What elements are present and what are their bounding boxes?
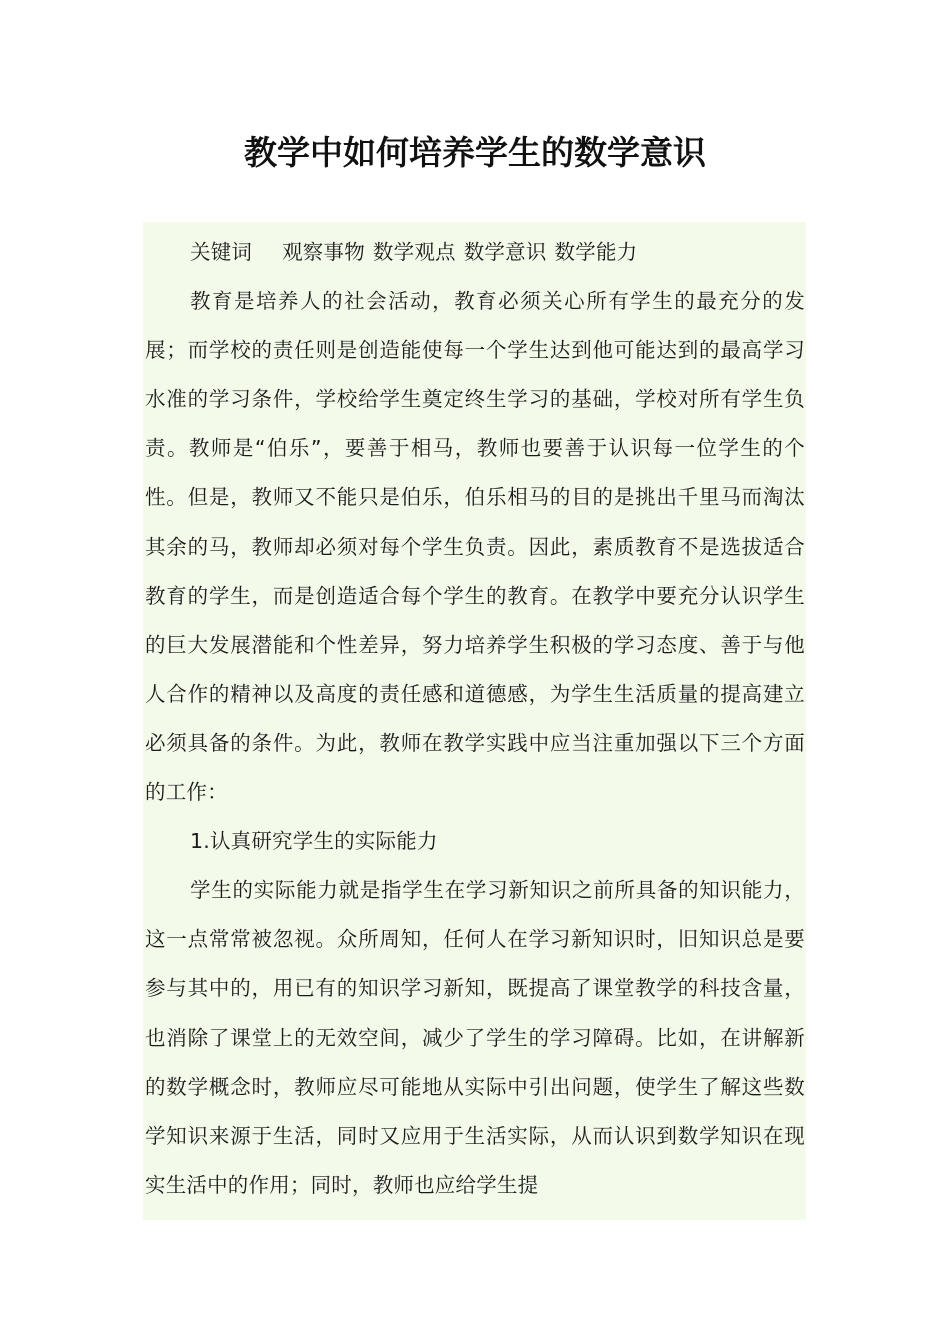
paragraph: 学生的实际能力就是指学生在学习新知识之前所具备的知识能力，这一点常常被忽视。众所周知，任何人在学习新知识时，旧知识总是要参与其中的，用已有的知识学习新知，既提高了课堂教学的科技含量，也消除了课堂上的无效空间，减少了学生的学习障碍。比如，在讲解新的数学概念时，教师应尽可能地从实际中引出问题，使学生了解这些数学知识来源于生活，同时又应用于生活实际，从而认识到数学知识在现实生活中的作用；同时，教师也应给学生提 [145,878,805,1197]
document-body [143,222,806,1220]
paragraph: 教育是培养人的社会活动，教育必须关心所有学生的最充分的发展；而学校的责任则是创造能使每一个学生达到他可能达到的最高学习水准的学习条件，学校给学生奠定终生学习的基础，学校对所有学生负责。教师是“伯乐”，要善于相马，教师也要善于认识每一位学生的个性。但是，教师又不能只是伯乐，伯乐相马的目的是挑出千里马而淘汰其余的马，教师却必须对每个学生负责。因此，素质教育不是选拔适合教育的学生，而是创造适合每个学生的教育。在教学中要充分认识学生的巨大发展潜能和个性差异，努力培养学生积极的学习态度、善于与他人合作的精神以及高度的责任感和道德感，为学生生活质量的提高建立必须具备的条件。为此，教师在教学实践中应当注重加强以下三个方面的工作： [145,289,805,805]
section-heading: 1.认真研究学生的实际能力 [190,829,438,854]
keyword: 数学意识 [463,240,547,264]
keyword: 数学观点 [372,240,456,264]
document-title: 教学中如何培养学生的数学意识 [244,133,706,172]
text-column [145,228,805,1210]
keywords-line [145,228,805,277]
keywords-label: 关键词 [190,240,253,264]
keyword: 数学能力 [554,240,638,264]
keyword: 观察事物 [282,240,365,264]
